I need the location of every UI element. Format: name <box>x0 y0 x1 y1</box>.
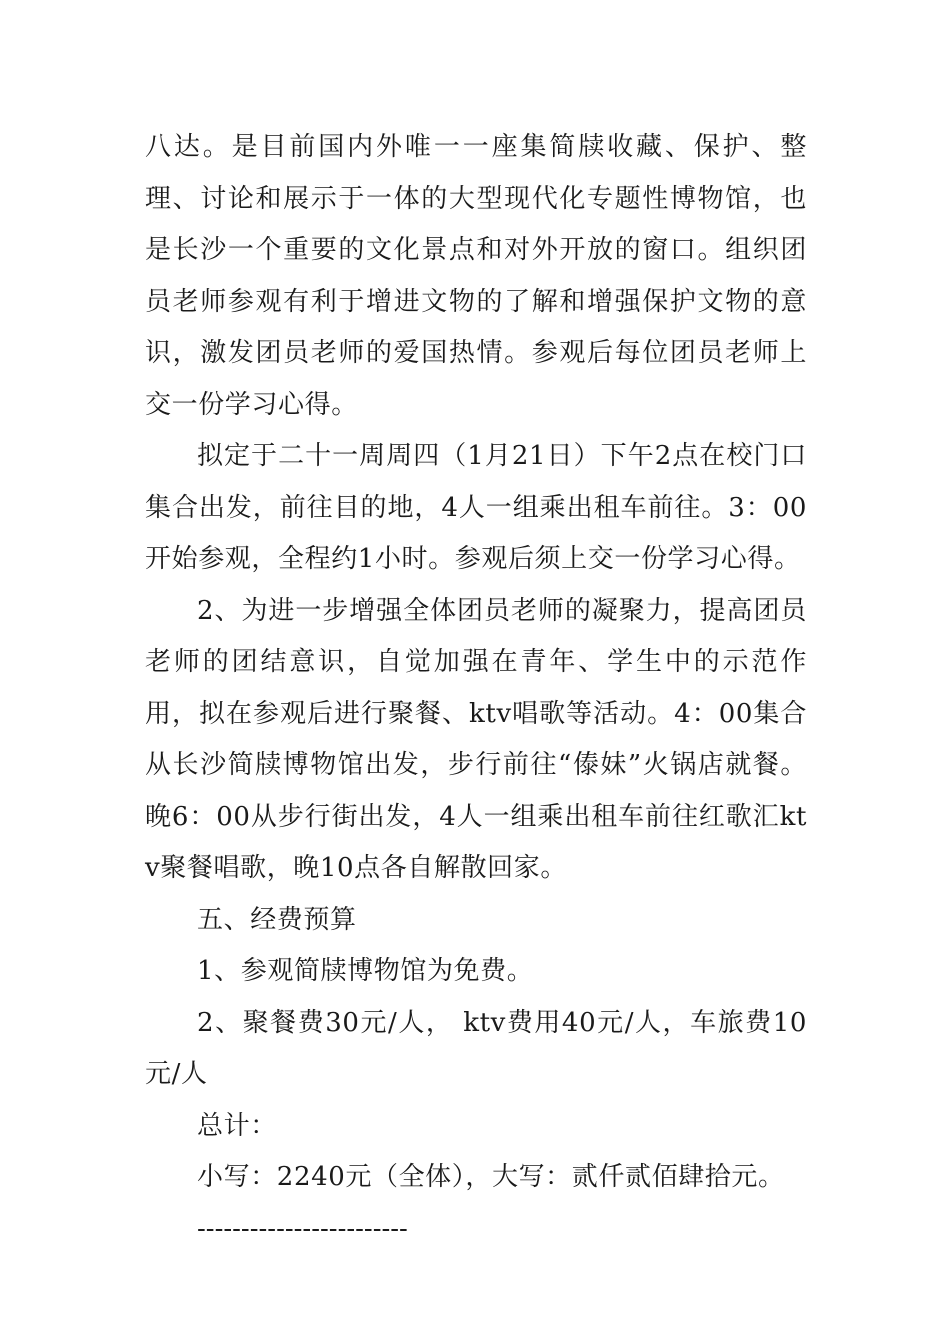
document-body <box>145 122 807 1255</box>
paragraph-intro-continued: 八达。是目前国内外唯一一座集简牍收藏、保护、整理、讨论和展示于一体的大型现代化专题性博物馆，也是长沙一个重要的文化景点和对外开放的窗口。组织团员老师参观有利于增进文物的了解和增强保护文物的意识，激发团员老师的爱国热情。参观后每位团员老师上交一份学习心得。 <box>145 132 807 420</box>
budget-item-costs: 2、聚餐费30元/人， ktv费用40元/人，车旅费10元/人 <box>145 1007 807 1089</box>
budget-total-label: 总计： <box>197 1110 277 1141</box>
paragraph-activities: 2、为进一步增强全体团员老师的凝聚力，提高团员老师的团结意识，自觉加强在青年、学生中的示范作用，拟在参观后进行聚餐、ktv唱歌等活动。4：00集合从长沙简牍博物馆出发，步行前往“傣妹”火锅店就餐。晚6：00从步行街出发，4人一组乘出租车前往红歌汇ktv聚餐唱歌，晚10点各自解散回家。 <box>145 595 807 883</box>
divider-line: ------------------------ <box>197 1213 408 1244</box>
paragraph-schedule: 拟定于二十一周周四（1月21日）下午2点在校门口集合出发，前往目的地，4人一组乘出租车前往。3：00开始参观，全程约1小时。参观后须上交一份学习心得。 <box>145 441 807 574</box>
section-heading-budget: 五、经费预算 <box>197 904 357 935</box>
budget-total-amount: 小写：2240元（全体），大写：贰仟贰佰肆拾元。 <box>197 1162 785 1192</box>
budget-item-museum: 1、参观简牍博物馆为免费。 <box>197 956 534 986</box>
